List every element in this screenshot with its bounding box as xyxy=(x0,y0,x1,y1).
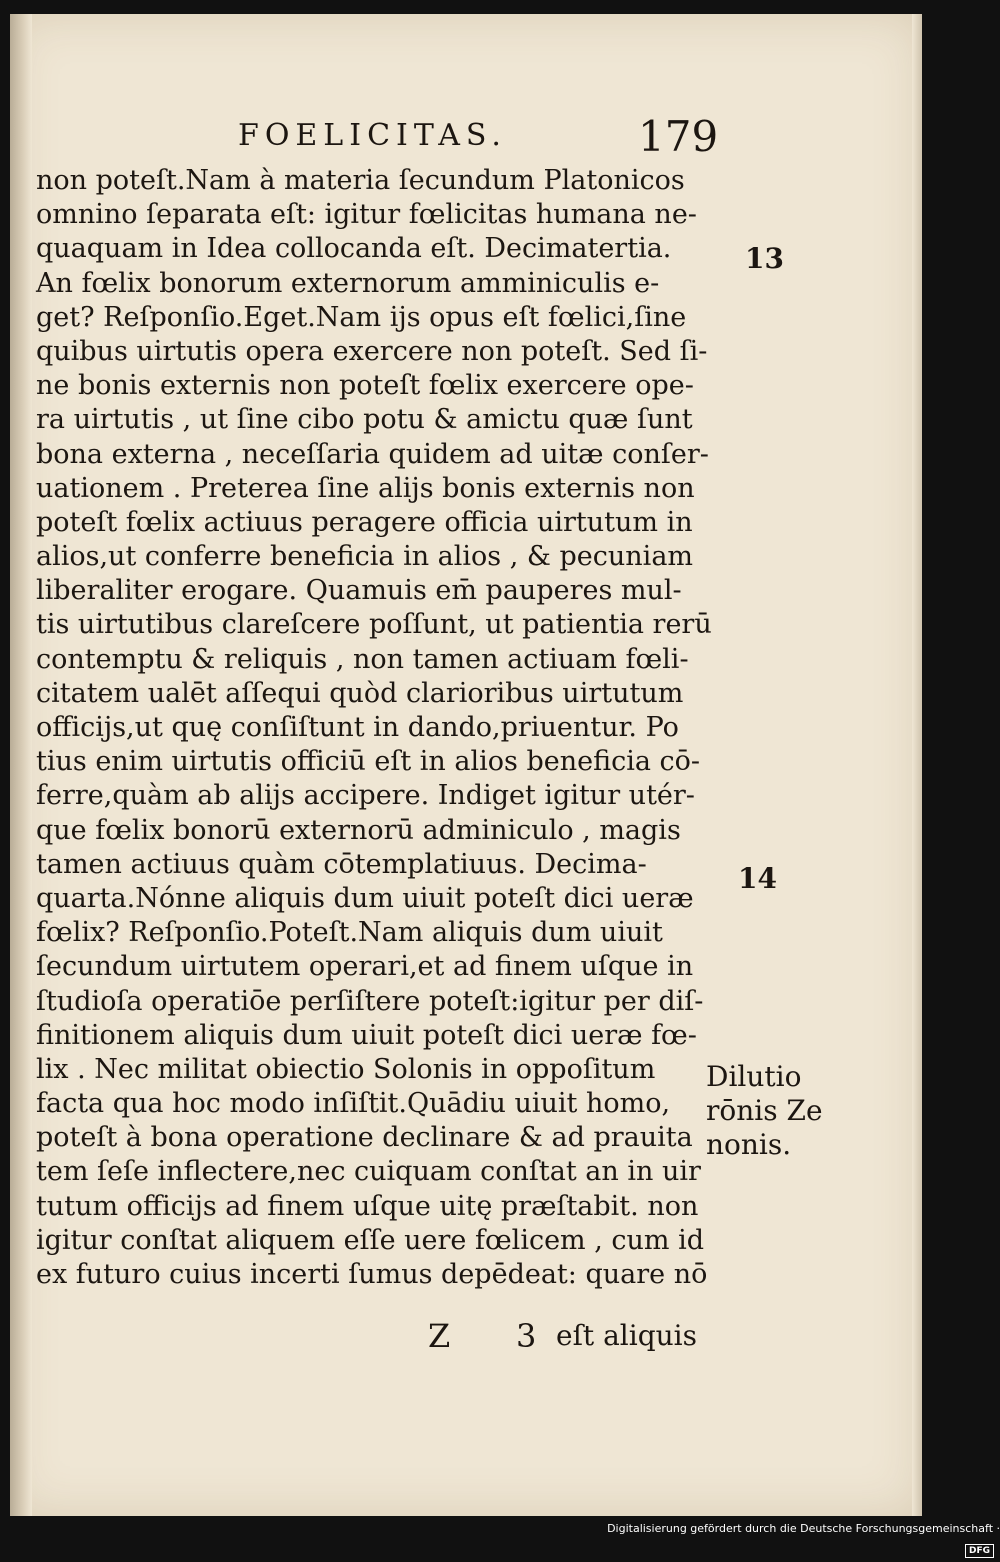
text-line: ex futuro cuius incerti ſumus depēdeat: quare nō xyxy=(36,1259,708,1290)
margin-question-number-13: 13 xyxy=(745,242,784,275)
page-gutter xyxy=(10,14,32,1516)
marginal-note xyxy=(706,1060,823,1162)
credit-text: Digitalisierung gefördert durch die Deutsche Forschungsgemeinschaft · xyxy=(607,1522,1000,1535)
text-line: get? Reſponſio.Eget.Nam ijs opus eſt fœlici,ſine xyxy=(36,301,687,333)
text-line: fœlix? Reſponſio.Poteſt.Nam aliquis dum uiuit xyxy=(36,917,663,949)
text-line: ſecundum uirtutem operari,et ad finem uſque in xyxy=(36,951,694,983)
text-line: que fœlix bonorū externorū adminiculo , magis xyxy=(36,814,681,846)
text-line: alios,ut conferre beneficia in alios , & pecuniam xyxy=(36,541,694,573)
text-line: tius enim uirtutis officiū eſt in alios beneficia cō- xyxy=(36,746,701,778)
text-line: omnino ſeparata eſt: igitur fœlicitas humana ne- xyxy=(36,199,697,231)
page-edge xyxy=(912,14,922,1516)
text-line: citatem ualēt aſſequi quòd clarioribus uirtutum xyxy=(36,677,684,709)
marginal-note-line: rōnis Ze xyxy=(706,1094,823,1127)
text-line: officijs,ut quę conſiſtunt in dando,priuentur. Po xyxy=(36,712,679,743)
text-line: liberaliter erogare. Quamuis em̄ pauperes mul- xyxy=(36,575,682,607)
folio-number: 179 xyxy=(638,112,719,161)
digitization-credit xyxy=(600,1518,1000,1556)
text-line: ra uirtutis , ut ſine cibo potu & amictu quæ ſunt xyxy=(36,404,693,436)
signature-mark-number: 3 xyxy=(516,1317,537,1355)
catchword: eſt aliquis xyxy=(556,1319,697,1352)
text-line: lix . Nec militat obiectio Solonis in oppoſitum xyxy=(36,1053,656,1085)
signature-mark-letter: Z xyxy=(428,1317,451,1355)
text-line: bona externa , neceſſaria quidem ad uitæ conſer- xyxy=(36,438,709,470)
text-line: ne bonis externis non poteſt fœlix exercere ope- xyxy=(36,370,694,402)
text-line: contemptu & reliquis , non tamen actiuam fœli- xyxy=(36,643,689,675)
text-line: poteſt fœlix actiuus peragere officia uirtutum in xyxy=(36,506,693,538)
text-line: facta qua hoc modo inſiſtit.Quādiu uiuit homo, xyxy=(36,1088,671,1120)
text-line: tis uirtutibus clareſcere poſſunt, ut patientia rerū xyxy=(36,609,712,641)
text-line: poteſt à bona operatione declinare & ad prauita xyxy=(36,1122,693,1154)
text-line: finitionem aliquis dum uiuit poteſt dici ueræ fœ- xyxy=(36,1019,697,1051)
text-line: non poteſt.Nam à materia ſecundum Platonicos xyxy=(36,165,685,196)
text-line: tamen actiuus quàm cōtemplatiuus. Decima- xyxy=(36,848,647,880)
text-line: tutum officijs ad finem uſque uitę præſtabit. non xyxy=(36,1190,699,1222)
text-line: ferre,quàm ab alijs accipere. Indiget igitur utér- xyxy=(36,780,695,812)
text-line: igitur conſtat aliquem eſſe uere fœlicem , cum id xyxy=(36,1224,705,1256)
text-line: quibus uirtutis opera exercere non poteſt. Sed ſi- xyxy=(36,335,708,367)
text-line: An fœlix bonorum externorum amminiculis e- xyxy=(36,267,660,299)
margin-question-number-14: 14 xyxy=(738,862,777,895)
book-page xyxy=(10,14,922,1516)
running-head: FOELICITAS. xyxy=(238,118,507,153)
text-line: quaquam in Idea collocanda eſt. Decimatertia. xyxy=(36,233,672,265)
body-text-block xyxy=(36,164,726,1292)
text-line: uationem . Preterea ſine alijs bonis externis non xyxy=(36,472,695,504)
text-line: quarta.Nónne aliquis dum uiuit poteſt dici ueræ xyxy=(36,882,694,914)
dfg-logo-icon: DFG xyxy=(965,1544,994,1558)
text-line: ſtudioſa operatiōe perſiſtere poteſt:igitur per diſ- xyxy=(36,985,704,1017)
marginal-note-line: Dilutio xyxy=(706,1060,802,1093)
text-line: tem ſeſe inflectere,nec cuiquam conſtat an in uir xyxy=(36,1156,701,1188)
marginal-note-line: nonis. xyxy=(706,1128,792,1161)
